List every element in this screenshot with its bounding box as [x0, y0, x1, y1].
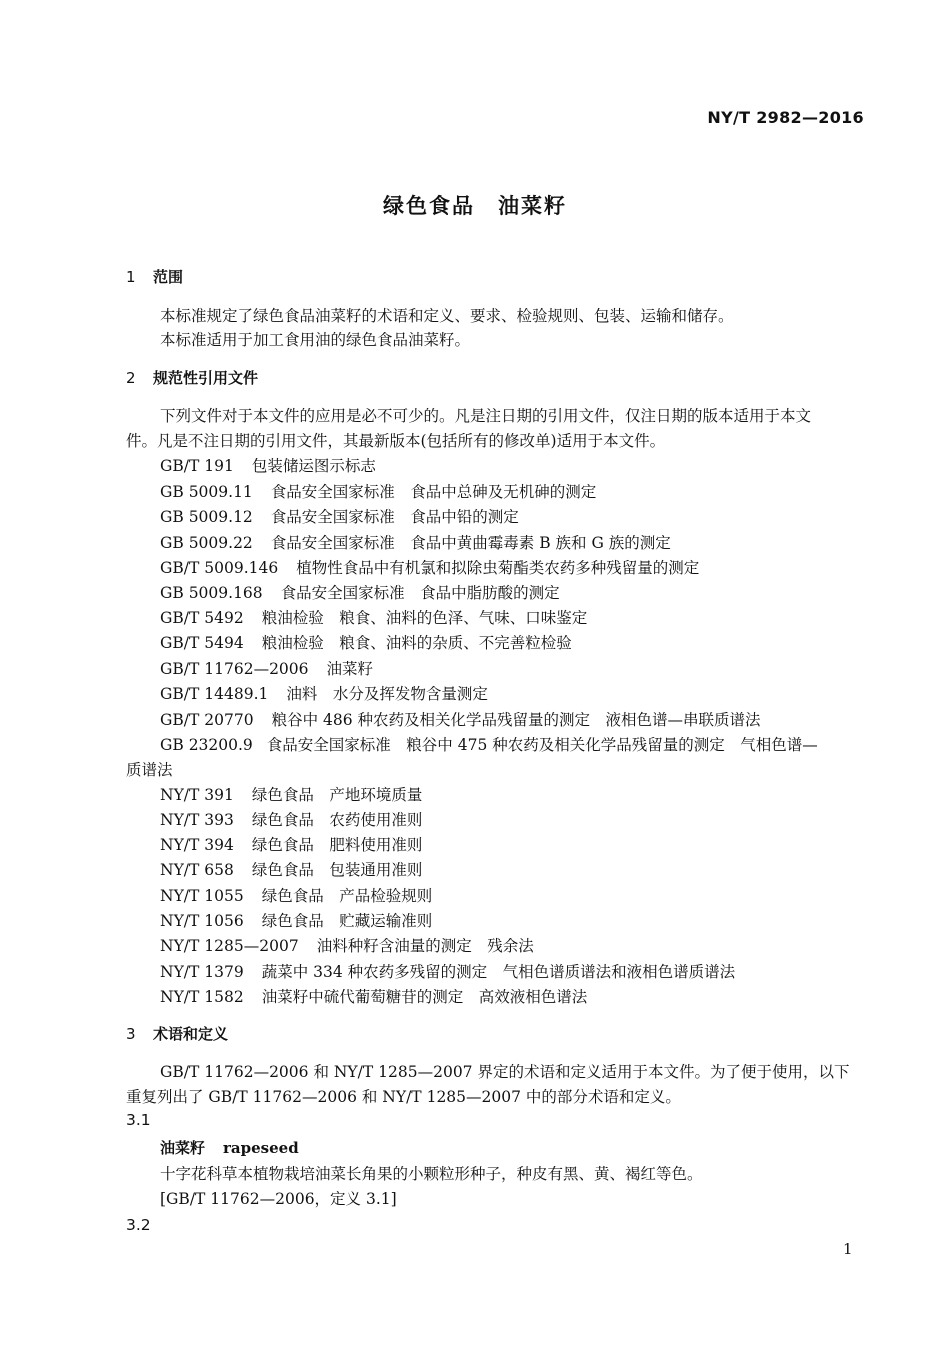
scope-paragraph-2: 本标准适用于加工食用油的绿色食品油菜籽。	[160, 331, 471, 349]
terms-intro-line-1: GB/T 11762—2006 和 NY/T 1285—2007 界定的术语和定义适用于本文件。为了便于使用，以下	[160, 1063, 850, 1081]
reference-title: 粮油检验 粮食、油料的色泽、气味、口味鉴定	[261, 609, 588, 627]
reference-item	[160, 682, 488, 704]
reference-title: 食品安全国家标准 食品中脂肪酸的测定	[280, 584, 560, 602]
reference-title: 食品安全国家标准 食品中铅的测定	[270, 508, 519, 526]
reference-code: NY/T 1379	[160, 963, 244, 981]
section-2-heading	[126, 367, 258, 388]
reference-title: 绿色食品 肥料使用准则	[251, 836, 423, 854]
term-english: rapeseed	[223, 1139, 299, 1157]
reference-title: 绿色食品 产品检验规则	[261, 887, 433, 905]
reference-code: GB/T 14489.1	[160, 685, 269, 703]
reference-title: 粮油检验 粮食、油料的杂质、不完善粒检验	[261, 634, 572, 652]
terms-intro-line-2: 重复列出了 GB/T 11762—2006 和 NY/T 1285—2007 中的部分术语和定义。	[126, 1088, 681, 1106]
reference-item	[160, 505, 519, 527]
reference-item	[160, 454, 376, 476]
document-title: 绿色食品 油菜籽	[383, 194, 567, 218]
term-source: [GB/T 11762—2006，定义 3.1]	[160, 1190, 397, 1208]
section-number: 2	[126, 369, 136, 387]
term-definition: 十字花科草本植物栽培油菜长角果的小颗粒形种子，种皮有黑、黄、褐红等色。	[160, 1165, 703, 1183]
section-number: 1	[126, 268, 136, 286]
reference-code: GB 5009.22	[160, 534, 253, 552]
reference-item	[160, 884, 432, 906]
reference-item	[160, 934, 534, 956]
reference-title: 包装储运图示标志	[251, 457, 376, 475]
reference-title: 油料 水分及挥发物含量测定	[286, 685, 488, 703]
section-1-heading	[126, 266, 183, 287]
reference-item	[160, 783, 422, 805]
reference-item	[160, 606, 587, 628]
reference-code: GB 23200.9	[160, 736, 253, 754]
reference-code: NY/T 1285—2007	[160, 937, 299, 955]
reference-title: 绿色食品 产地环境质量	[251, 786, 423, 804]
reference-title: 油菜籽中硫代葡萄糖苷的测定 高效液相色谱法	[261, 988, 588, 1006]
reference-code: GB/T 5009.146	[160, 559, 279, 577]
reference-code: GB 5009.168	[160, 584, 263, 602]
reference-title-continued: 质谱法	[126, 761, 173, 779]
reference-title: 植物性食品中有机氯和拟除虫菊酯类农药多种残留量的测定	[296, 559, 700, 577]
scope-paragraph-1: 本标准规定了绿色食品油菜籽的术语和定义、要求、检验规则、包装、运输和储存。	[160, 307, 734, 325]
reference-item	[160, 960, 735, 982]
reference-title: 绿色食品 包装通用准则	[251, 861, 423, 879]
section-title: 范围	[153, 268, 184, 286]
reference-code: NY/T 394	[160, 836, 234, 854]
reference-item	[160, 808, 422, 830]
reference-title: 粮谷中 486 种农药及相关化学品残留量的测定 液相色谱—串联质谱法	[271, 711, 761, 729]
reference-code: NY/T 391	[160, 786, 234, 804]
reference-title: 食品安全国家标准 粮谷中 475 种农药及相关化学品残留量的测定 气相色谱—	[266, 736, 818, 754]
reference-code: NY/T 1055	[160, 887, 244, 905]
reference-item	[160, 733, 818, 755]
reference-code: NY/T 658	[160, 861, 234, 879]
reference-item	[160, 480, 596, 502]
section-number: 3	[126, 1025, 136, 1043]
reference-item	[160, 985, 587, 1007]
reference-title: 绿色食品 农药使用准则	[251, 811, 423, 829]
refs-intro-line-2: 件。凡是不注日期的引用文件，其最新版本(包括所有的修改单)适用于本文件。	[126, 432, 666, 450]
reference-code: NY/T 393	[160, 811, 234, 829]
reference-code: GB/T 5492	[160, 609, 244, 627]
reference-title: 食品安全国家标准 食品中黄曲霉毒素 B 族和 G 族的测定	[270, 534, 671, 552]
section-3-heading	[126, 1023, 228, 1044]
reference-code: GB/T 191	[160, 457, 234, 475]
reference-item	[160, 858, 422, 880]
reference-title: 蔬菜中 334 种农药多残留的测定 气相色谱质谱法和液相色谱质谱法	[261, 963, 736, 981]
section-title: 术语和定义	[153, 1025, 229, 1043]
reference-code: GB/T 20770	[160, 711, 254, 729]
reference-code: GB/T 11762—2006	[160, 660, 309, 678]
reference-code: GB/T 5494	[160, 634, 244, 652]
reference-title: 油料种籽含油量的测定 残余法	[316, 937, 534, 955]
reference-title: 油菜籽	[326, 660, 374, 678]
reference-code: NY/T 1582	[160, 988, 244, 1006]
reference-title: 绿色食品 贮藏运输准则	[261, 912, 433, 930]
reference-item	[160, 708, 761, 730]
standard-number: NY/T 2982—2016	[707, 108, 864, 127]
term-entry	[160, 1137, 299, 1158]
reference-item	[160, 657, 373, 679]
refs-intro-line-1: 下列文件对于本文件的应用是必不可少的。凡是注日期的引用文件，仅注日期的版本适用于本文	[160, 407, 812, 425]
reference-item	[160, 531, 671, 553]
clause-3-1-number: 3.1	[126, 1111, 151, 1129]
term-chinese: 油菜籽	[160, 1139, 206, 1157]
page-number: 1	[843, 1240, 853, 1258]
reference-item	[160, 909, 432, 931]
reference-code: NY/T 1056	[160, 912, 244, 930]
reference-title: 食品安全国家标准 食品中总砷及无机砷的测定	[270, 483, 597, 501]
reference-item	[160, 581, 560, 603]
section-title: 规范性引用文件	[153, 369, 259, 387]
reference-code: GB 5009.12	[160, 508, 253, 526]
reference-item	[160, 833, 422, 855]
reference-code: GB 5009.11	[160, 483, 253, 501]
reference-item	[160, 556, 699, 578]
clause-3-2-number: 3.2	[126, 1216, 151, 1234]
reference-item	[160, 631, 572, 653]
